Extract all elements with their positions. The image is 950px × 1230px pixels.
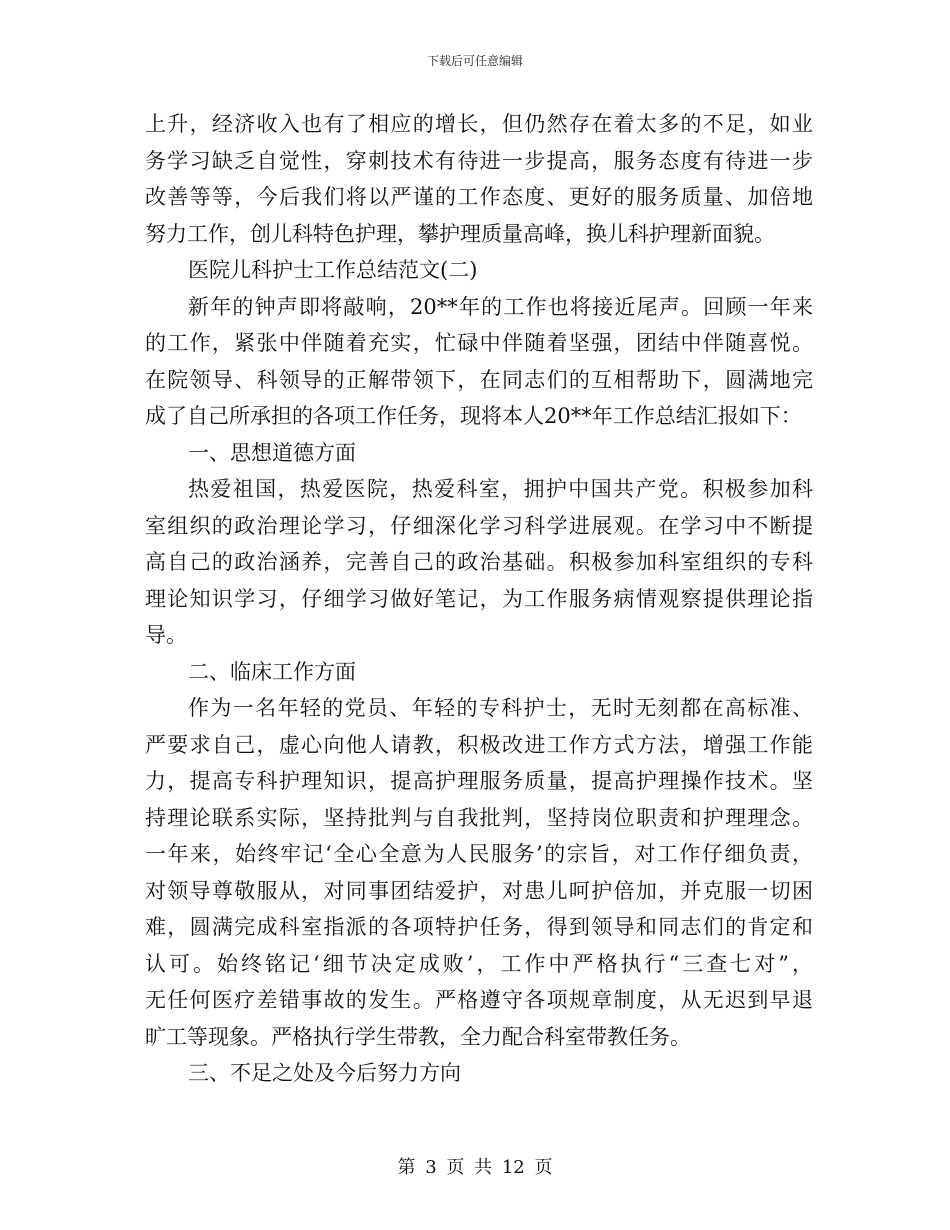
text-line: 对领导尊敬服从，对同事团结爱护，对患儿呵护倍加，并克服一切困 — [145, 878, 813, 903]
text-line: 严要求自己，虚心向他人请教，积极改进工作方式方法，增强工作能 — [145, 732, 813, 757]
text-line: 新年的钟声即将敲响，20**年的工作也将接近尾声。回顾一年来 — [188, 294, 813, 319]
text-line: 高自己的政治涵养，完善自己的政治基础。积极参加科室组织的专科 — [145, 550, 813, 574]
text-line: 室组织的政治理论学习，仔细深化学习科学进展观。在学习中不断提 — [145, 513, 813, 538]
text-line: 导。 — [145, 623, 187, 647]
text-line: 的工作，紧张中伴随着充实，忙碌中伴随着坚强，团结中伴随喜悦。 — [145, 331, 813, 355]
page-footer: 第 3 页 共 12 页 — [397, 1157, 553, 1178]
text-line: 在院领导、科领导的正解带领下，在同志们的互相帮助下，圆满地完 — [145, 367, 813, 392]
page-header: 下载后可任意编辑 — [426, 54, 523, 68]
text-line: 上升，经济收入也有了相应的增长，但仍然存在着太多的不足，如业 — [145, 112, 813, 136]
text-line: 力，提高专科护理知识，提高护理服务质量，提高护理操作技术。坚 — [145, 769, 813, 793]
text-line: 改善等等，今后我们将以严谨的工作态度、更好的服务质量、加倍地 — [145, 185, 813, 209]
text-line: 医院儿科护士工作总结范文(二) — [188, 258, 478, 282]
text-line: 务学习缺乏自觉性，穿刺技术有待进一步提高，服务态度有待进一步 — [145, 148, 813, 173]
text-line: 努力工作，创儿科特色护理，攀护理质量高峰，换儿科护理新面貌。 — [145, 221, 775, 246]
text-line: 持理论联系实际，坚持批判与自我批判，坚持岗位职责和护理理念。 — [145, 805, 813, 830]
text-line: 作为一名年轻的党员、年轻的专科护士，无时无刻都在高标准、 — [188, 696, 813, 720]
text-line: 认可。始终铭记‘细节决定成败’，工作中严格执行“三查七对”， — [145, 951, 813, 976]
text-line: 一、思想道德方面 — [188, 440, 356, 465]
text-line: 热爱祖国，热爱医院，热爱科室，拥护中国共产党。积极参加科 — [188, 477, 813, 501]
text-line: 一年来，始终牢记‘全心全意为人民服务’的宗旨，对工作仔细负责， — [145, 842, 813, 866]
document-body — [145, 106, 813, 1092]
text-line: 旷工等现象。严格执行学生带教，全力配合科室带教任务。 — [145, 1024, 691, 1049]
text-line: 三、不足之处及今后努力方向 — [188, 1061, 461, 1085]
text-line: 理论知识学习，仔细学习做好笔记，为工作服务病情观察提供理论指 — [145, 586, 813, 611]
text-line: 二、临床工作方面 — [188, 659, 356, 684]
text-line: 无任何医疗差错事故的发生。严格遵守各项规章制度，从无迟到早退 — [145, 988, 813, 1012]
text-line: 成了自己所承担的各项工作任务，现将本人20**年工作总结汇报如下： — [145, 404, 802, 428]
text-line: 难，圆满完成科室指派的各项特护任务，得到领导和同志们的肯定和 — [145, 915, 813, 939]
